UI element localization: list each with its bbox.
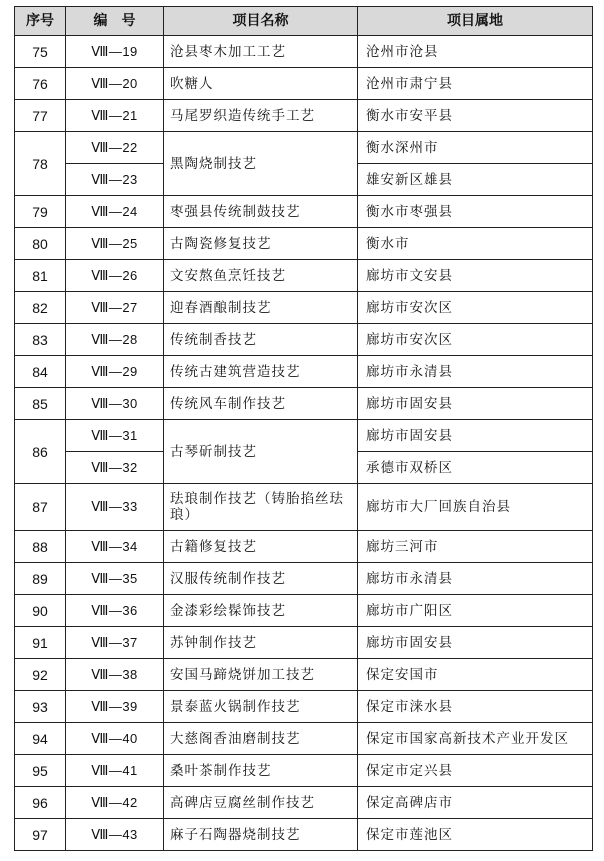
code-cell: Ⅷ—21	[66, 100, 164, 132]
seq-cell: 76	[15, 68, 66, 100]
seq-cell: 94	[15, 723, 66, 755]
table-row	[15, 531, 593, 563]
code-cell: Ⅷ—25	[66, 228, 164, 260]
code-cell: Ⅷ—39	[66, 691, 164, 723]
code-cell: Ⅷ—35	[66, 563, 164, 595]
location-cell: 廊坊市文安县	[358, 260, 593, 292]
seq-cell: 85	[15, 388, 66, 420]
name-cell: 汉服传统制作技艺	[164, 563, 358, 595]
code-cell: Ⅷ—40	[66, 723, 164, 755]
code-cell: Ⅷ—43	[66, 819, 164, 851]
seq-cell: 91	[15, 627, 66, 659]
seq-cell: 90	[15, 595, 66, 627]
table-row	[15, 420, 593, 452]
code-cell: Ⅷ—20	[66, 68, 164, 100]
table-row	[15, 228, 593, 260]
table-row	[15, 196, 593, 228]
seq-cell: 83	[15, 324, 66, 356]
seq-cell: 96	[15, 787, 66, 819]
location-cell: 廊坊市大厂回族自治县	[358, 484, 593, 531]
table-row	[15, 68, 593, 100]
name-cell: 高碑店豆腐丝制作技艺	[164, 787, 358, 819]
seq-cell: 78	[15, 132, 66, 196]
location-cell: 保定市定兴县	[358, 755, 593, 787]
seq-cell: 77	[15, 100, 66, 132]
code-cell: Ⅷ—38	[66, 659, 164, 691]
seq-cell: 79	[15, 196, 66, 228]
location-cell: 保定安国市	[358, 659, 593, 691]
name-cell: 古籍修复技艺	[164, 531, 358, 563]
name-cell: 安国马蹄烧饼加工技艺	[164, 659, 358, 691]
code-cell: Ⅷ—26	[66, 260, 164, 292]
table-row	[15, 595, 593, 627]
code-cell: Ⅷ—24	[66, 196, 164, 228]
seq-cell: 87	[15, 484, 66, 531]
location-cell: 衡水市枣强县	[358, 196, 593, 228]
table-row	[15, 260, 593, 292]
name-cell: 马尾罗织造传统手工艺	[164, 100, 358, 132]
seq-cell: 84	[15, 356, 66, 388]
location-cell: 廊坊市固安县	[358, 627, 593, 659]
location-cell: 沧州市肃宁县	[358, 68, 593, 100]
location-cell: 廊坊市安次区	[358, 324, 593, 356]
document-page	[14, 6, 593, 851]
name-cell: 文安熬鱼烹饪技艺	[164, 260, 358, 292]
seq-cell: 92	[15, 659, 66, 691]
table-row	[15, 36, 593, 68]
table-row	[15, 292, 593, 324]
code-cell: Ⅷ—27	[66, 292, 164, 324]
table-row	[15, 627, 593, 659]
code-cell: Ⅷ—37	[66, 627, 164, 659]
code-cell: Ⅷ—34	[66, 531, 164, 563]
location-cell: 廊坊市安次区	[358, 292, 593, 324]
seq-cell: 81	[15, 260, 66, 292]
table-row	[15, 659, 593, 691]
location-cell: 衡水市安平县	[358, 100, 593, 132]
name-cell: 金漆彩绘髹饰技艺	[164, 595, 358, 627]
seq-cell: 75	[15, 36, 66, 68]
name-cell: 苏钟制作技艺	[164, 627, 358, 659]
code-cell: Ⅷ—32	[66, 452, 164, 484]
location-cell: 雄安新区雄县	[358, 164, 593, 196]
location-cell: 衡水深州市	[358, 132, 593, 164]
table-row	[15, 388, 593, 420]
code-cell: Ⅷ—28	[66, 324, 164, 356]
name-cell: 传统制香技艺	[164, 324, 358, 356]
code-cell: Ⅷ—41	[66, 755, 164, 787]
location-cell: 廊坊市固安县	[358, 388, 593, 420]
location-cell: 保定高碑店市	[358, 787, 593, 819]
name-cell: 迎春酒酿制技艺	[164, 292, 358, 324]
name-cell: 古陶瓷修复技艺	[164, 228, 358, 260]
seq-cell: 82	[15, 292, 66, 324]
code-cell: Ⅷ—30	[66, 388, 164, 420]
location-cell: 保定市莲池区	[358, 819, 593, 851]
code-cell: Ⅷ—19	[66, 36, 164, 68]
code-cell: Ⅷ—31	[66, 420, 164, 452]
code-cell: Ⅷ—29	[66, 356, 164, 388]
name-cell: 珐琅制作技艺（铸胎掐丝珐琅）	[164, 484, 358, 531]
location-cell: 保定市涞水县	[358, 691, 593, 723]
location-cell: 廊坊三河市	[358, 531, 593, 563]
name-cell: 古琴斫制技艺	[164, 420, 358, 484]
code-cell: Ⅷ—22	[66, 132, 164, 164]
name-cell: 沧县枣木加工工艺	[164, 36, 358, 68]
name-cell: 吹糖人	[164, 68, 358, 100]
name-cell: 传统风车制作技艺	[164, 388, 358, 420]
header-name: 项目名称	[164, 7, 358, 36]
location-cell: 保定市国家高新技术产业开发区	[358, 723, 593, 755]
code-cell: Ⅷ—42	[66, 787, 164, 819]
table-row	[15, 787, 593, 819]
location-cell: 沧州市沧县	[358, 36, 593, 68]
table-row	[15, 819, 593, 851]
location-cell: 承德市双桥区	[358, 452, 593, 484]
table-row	[15, 324, 593, 356]
name-cell: 景泰蓝火锅制作技艺	[164, 691, 358, 723]
name-cell: 桑叶茶制作技艺	[164, 755, 358, 787]
header-location: 项目属地	[358, 7, 593, 36]
name-cell: 传统古建筑营造技艺	[164, 356, 358, 388]
code-cell: Ⅷ—36	[66, 595, 164, 627]
seq-cell: 97	[15, 819, 66, 851]
code-cell: Ⅷ—33	[66, 484, 164, 531]
location-cell: 廊坊市永清县	[358, 563, 593, 595]
location-cell: 廊坊市永清县	[358, 356, 593, 388]
seq-cell: 80	[15, 228, 66, 260]
code-cell: Ⅷ—23	[66, 164, 164, 196]
header-seq: 序号	[15, 7, 66, 36]
table-row	[15, 723, 593, 755]
name-cell: 大慈阁香油磨制技艺	[164, 723, 358, 755]
name-cell: 枣强县传统制鼓技艺	[164, 196, 358, 228]
header-code: 编 号	[66, 7, 164, 36]
location-cell: 廊坊市广阳区	[358, 595, 593, 627]
seq-cell: 88	[15, 531, 66, 563]
table-row	[15, 755, 593, 787]
table-row	[15, 484, 593, 531]
seq-cell: 93	[15, 691, 66, 723]
name-cell: 麻子石陶器烧制技艺	[164, 819, 358, 851]
seq-cell: 86	[15, 420, 66, 484]
table-row	[15, 563, 593, 595]
name-cell: 黑陶烧制技艺	[164, 132, 358, 196]
heritage-project-table	[14, 6, 593, 851]
seq-cell: 89	[15, 563, 66, 595]
location-cell: 廊坊市固安县	[358, 420, 593, 452]
seq-cell: 95	[15, 755, 66, 787]
table-row	[15, 132, 593, 164]
table-row	[15, 356, 593, 388]
location-cell: 衡水市	[358, 228, 593, 260]
table-header-row	[15, 7, 593, 36]
table-row	[15, 691, 593, 723]
table-row	[15, 100, 593, 132]
